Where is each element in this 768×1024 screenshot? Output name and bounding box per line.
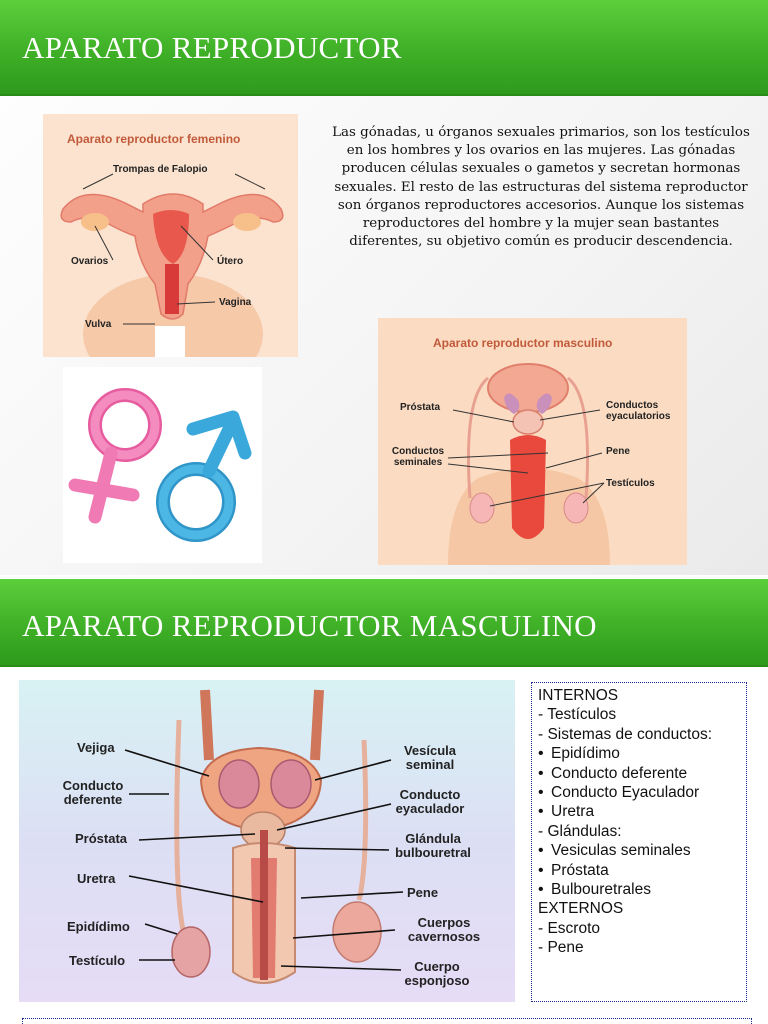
label-prostata: Próstata [400, 402, 441, 413]
female-symbol-icon [75, 395, 155, 517]
bottom-text-box [22, 1018, 752, 1024]
female-anatomy-illustration [43, 114, 298, 357]
label-glandula-bulbouretral: Glándula bulbouretral [395, 831, 471, 860]
label-trompas: Trompas de Falopio [113, 164, 208, 175]
male-anatomy-illustration [378, 318, 687, 565]
slide-title: APARATO REPRODUCTOR [22, 30, 402, 65]
gender-symbols-image [63, 367, 262, 563]
label-conductos-eyaculatorios: Conductos eyaculatorios [606, 400, 671, 422]
label-vejiga: Vejiga [77, 740, 115, 755]
label-testiculo: Testículo [69, 953, 126, 968]
male-anatomy-detailed-diagram [19, 680, 515, 1002]
male-symbol-icon [163, 417, 245, 535]
slide-2-title: APARATO REPRODUCTOR MASCULINO [22, 608, 597, 643]
organ-list-item: • Conducto Eyaculador [538, 783, 740, 802]
label-prostata-2: Próstata [75, 831, 128, 846]
label-ovarios: Ovarios [71, 256, 109, 267]
label-vulva: Vulva [85, 319, 112, 330]
organ-list-item: • Conducto deferente [538, 764, 740, 783]
label-vagina: Vagina [219, 297, 252, 308]
label-testiculos: Testículos [606, 478, 655, 489]
female-diagram [43, 114, 298, 357]
title-banner [0, 0, 768, 96]
intro-paragraph: Las gónadas, u órganos sexuales primarios, son los testículos en los hombres y los ovarios en las mujeres. Las gónadas producen células sexuales o gametos y secretan hormonas sexuales. El resto de las estructuras del sistema reproductor son órganos reproductores accesorios. Aunque los sistemas reproductores del hombre y la mujer sean bastantes diferentes, su objetivo común es producir descendencia. [332, 125, 750, 250]
female-diagram-title: Aparato reproductor femenino [67, 132, 241, 146]
organ-list-item: • Epidídimo [538, 744, 740, 763]
organ-list-item: EXTERNOS [538, 900, 624, 918]
label-conducto-deferente: Conducto deferente [62, 778, 124, 807]
label-conductos-seminales: Conductos seminales [391, 446, 445, 468]
male-diagram [378, 318, 687, 565]
label-utero: Útero [217, 256, 244, 267]
organ-list-item: • Próstata [538, 861, 740, 880]
label-epididimo: Epidídimo [67, 919, 130, 934]
organ-list-item: • Bulbouretrales [538, 880, 740, 899]
organ-list-item: • Vesiculas seminales [538, 841, 740, 860]
label-pene: Pene [606, 446, 630, 457]
organ-list-item: • Uretra [538, 802, 740, 821]
title-banner-2 [0, 579, 768, 667]
label-cuerpo-esponjoso: Cuerpo esponjoso [404, 959, 470, 988]
label-uretra: Uretra [77, 871, 116, 886]
organ-list-item: - Sistemas de conductos: [538, 725, 713, 743]
organ-list-box [531, 682, 747, 1002]
organ-list-item: - Testículos [538, 706, 617, 724]
label-conducto-eyaculador: Conducto eyaculador [395, 787, 465, 816]
male-diagram-title: Aparato reproductor masculino [433, 336, 613, 350]
label-vesicula-seminal: Vesícula seminal [403, 743, 457, 772]
organ-list [538, 686, 740, 958]
organ-list-item: - Escroto [538, 919, 601, 937]
organ-list-item: INTERNOS [538, 687, 619, 704]
organ-list-item: - Glándulas: [538, 822, 622, 840]
label-cuerpos-cavernosos: Cuerpos cavernosos [407, 915, 481, 944]
label-pene-2: Pene [407, 885, 439, 900]
organ-list-item: - Pene [538, 939, 584, 957]
